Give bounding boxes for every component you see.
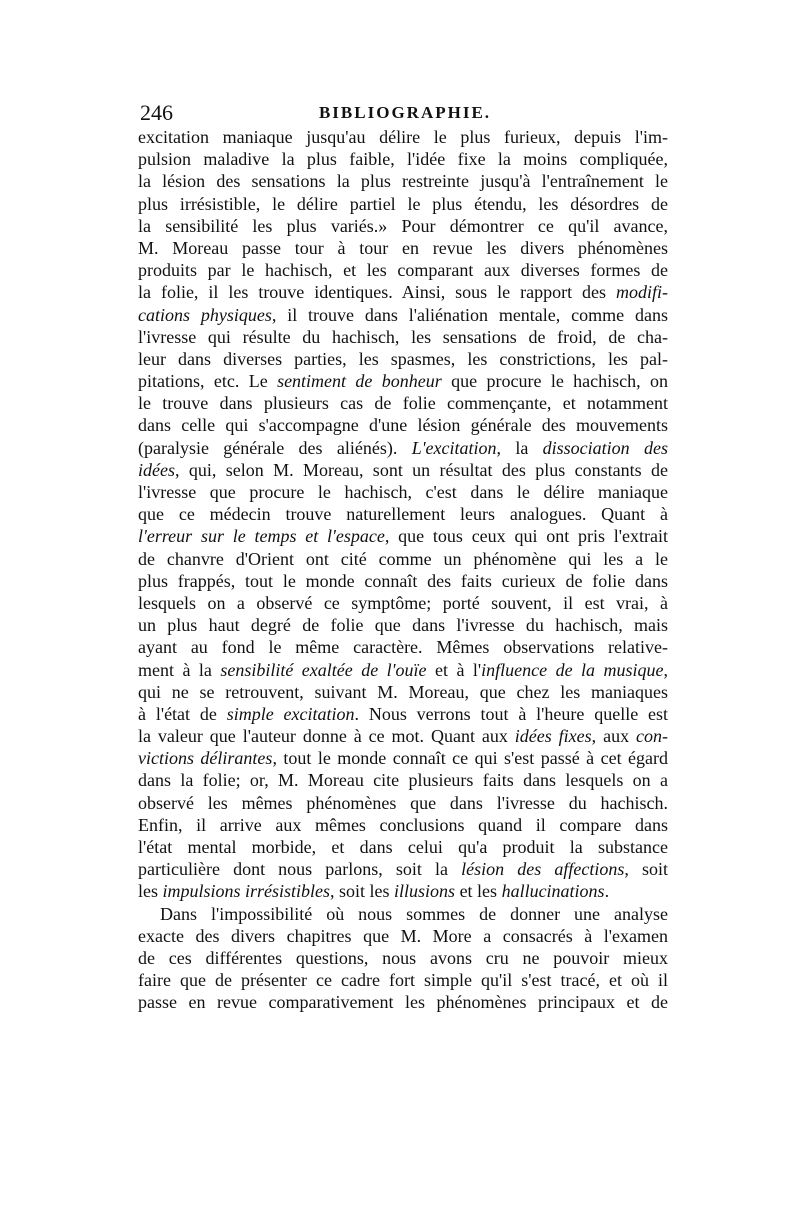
italic-segment: dissociation des	[542, 437, 668, 458]
text-line	[138, 725, 668, 747]
italic-segment: l'erreur sur le temps et l'espace	[138, 526, 385, 547]
text-line	[138, 437, 668, 459]
italic-segment: lésion des affections	[461, 859, 625, 880]
text-line: ayant au fond le même caractère. Mêmes observations relative-	[138, 637, 668, 658]
text-line: leur dans diverses parties, les spasmes, les constrictions, les pal-	[138, 348, 668, 369]
text-line	[138, 281, 668, 303]
italic-segment: impulsions irrésistibles	[162, 881, 331, 902]
text-line: de chanvre d'Orient ont cité comme un phénomène qui les a le	[138, 548, 668, 569]
italic-segment: con-	[636, 726, 668, 747]
italic-segment: modifi-	[616, 282, 668, 303]
text-line: la lésion des sensations la plus restreinte jusqu'à l'entraînement le	[138, 171, 668, 192]
text-line: M. Moreau passe tour à tour en revue les divers phénomènes	[138, 237, 668, 258]
text-segment: , soit	[624, 859, 668, 880]
text-line	[138, 459, 668, 481]
text-line: l'ivresse qui résulte du hachisch, les sensations de froid, de cha-	[138, 326, 668, 347]
text-line	[138, 370, 668, 392]
text-line	[138, 659, 668, 681]
text-line: faire que de présenter ce cadre fort simple qu'il s'est tracé, et où il	[138, 970, 668, 991]
italic-segment: influence de la musique	[481, 659, 664, 680]
text-line: dans celle qui s'accompagne d'une lésion générale des mouvements	[138, 415, 668, 436]
text-segment: les	[138, 881, 163, 902]
text-segment: à l'état de	[138, 703, 227, 724]
page-number: 246	[140, 100, 173, 125]
text-segment: particulière dont nous parlons, soit la	[138, 859, 462, 880]
text-line: Enfin, il arrive aux mêmes conclusions quand il compare dans	[138, 814, 668, 835]
text-segment: (paralysie générale des aliénés).	[138, 437, 412, 458]
italic-segment: hallucinations	[501, 881, 605, 902]
text-line: pulsion maladive la plus faible, l'idée fixe la moins compliquée,	[138, 149, 668, 170]
text-line: que ce médecin trouve naturellement leurs analogues. Quant à	[138, 504, 668, 525]
text-line	[138, 703, 668, 725]
text-segment: , qui, selon M. Moreau, sont un résultat des plus constants de	[174, 459, 668, 480]
text-segment: , il trouve dans l'aliénation mentale, comme dans	[271, 304, 668, 325]
text-line: Dans l'impossibilité où nous sommes de donner une analyse	[160, 903, 668, 924]
text-segment: et à l'	[426, 659, 482, 680]
text-segment: .	[604, 881, 610, 902]
text-segment: , tout le monde connaît ce qui s'est passé à cet égard	[272, 748, 668, 769]
text-line: la sensibilité les plus variés.» Pour démontrer ce qu'il avance,	[138, 215, 668, 236]
running-head	[140, 100, 670, 126]
italic-segment: victions délirantes	[138, 748, 273, 769]
text-line: plus frappés, tout le monde connaît des faits curieux de folie dans	[138, 570, 668, 591]
text-segment: ment à la	[138, 659, 221, 680]
text-segment: ,	[663, 659, 668, 680]
text-line	[138, 880, 668, 902]
italic-segment: idées	[138, 459, 175, 480]
text-segment: . Nous verrons tout à l'heure quelle est	[354, 703, 669, 724]
text-segment: , aux	[591, 726, 636, 747]
text-line: un plus haut degré de folie que dans l'ivresse du hachisch, mais	[138, 615, 668, 636]
italic-segment: sensibilité exaltée de l'ouïe	[220, 659, 427, 680]
text-line: de ces différentes questions, nous avons cru ne pouvoir mieux	[138, 947, 668, 968]
text-line	[138, 525, 668, 547]
text-line	[138, 747, 668, 769]
text-line: produits par le hachisch, et les comparant aux diverses formes de	[138, 260, 668, 281]
text-segment: , la	[496, 437, 543, 458]
text-segment: la valeur que l'auteur donne à ce mot. Quant aux	[138, 726, 515, 747]
italic-segment: L'excitation	[411, 437, 497, 458]
text-segment: , que tous ceux qui ont pris l'extrait	[384, 526, 669, 547]
text-line: l'état mental morbide, et dans celui qu'a produit la substance	[138, 837, 668, 857]
italic-segment: sentiment de bonheur	[277, 371, 442, 392]
text-line: lesquels on a observé ce symptôme; porté souvent, il est vrai, à	[138, 592, 668, 613]
text-segment: , soit les	[330, 881, 395, 902]
text-line: excitation maniaque jusqu'au délire le plus furieux, depuis l'im-	[138, 127, 668, 147]
text-line: observé les mêmes phénomènes que dans l'ivresse du hachisch.	[138, 792, 668, 813]
text-line	[138, 304, 668, 326]
text-line: passe en revue comparativement les phénomènes principaux et de	[138, 992, 668, 1013]
text-line: le trouve dans plusieurs cas de folie commençante, et notamment	[138, 393, 668, 414]
text-line: l'ivresse que procure le hachisch, c'est dans le délire maniaque	[138, 482, 668, 502]
text-line: exacte des divers chapitres que M. More a consacrés à l'examen	[138, 925, 668, 946]
running-title: BIBLIOGRAPHIE.	[318, 103, 492, 122]
italic-segment: idées fixes	[514, 726, 592, 747]
italic-segment: simple excitation	[226, 703, 355, 724]
text-segment: que procure le hachisch, on	[441, 371, 669, 392]
text-line: dans la folie; or, M. Moreau cite plusieurs faits dans lesquels on a	[138, 770, 668, 791]
text-segment: la folie, il les trouve identiques. Ainsi, sous le rapport des	[138, 282, 616, 303]
body-text	[138, 126, 668, 1014]
italic-segment: illusions	[394, 881, 456, 902]
italic-segment: cations physiques	[138, 304, 272, 325]
text-line: qui ne se retrouvent, suivant M. Moreau, que chez les maniaques	[138, 681, 668, 702]
text-line: plus irrésistible, le délire partiel le plus étendu, les désordres de	[138, 193, 668, 214]
text-line	[138, 858, 668, 880]
text-segment: pitations, etc. Le	[138, 371, 278, 392]
text-segment: et les	[455, 881, 502, 902]
